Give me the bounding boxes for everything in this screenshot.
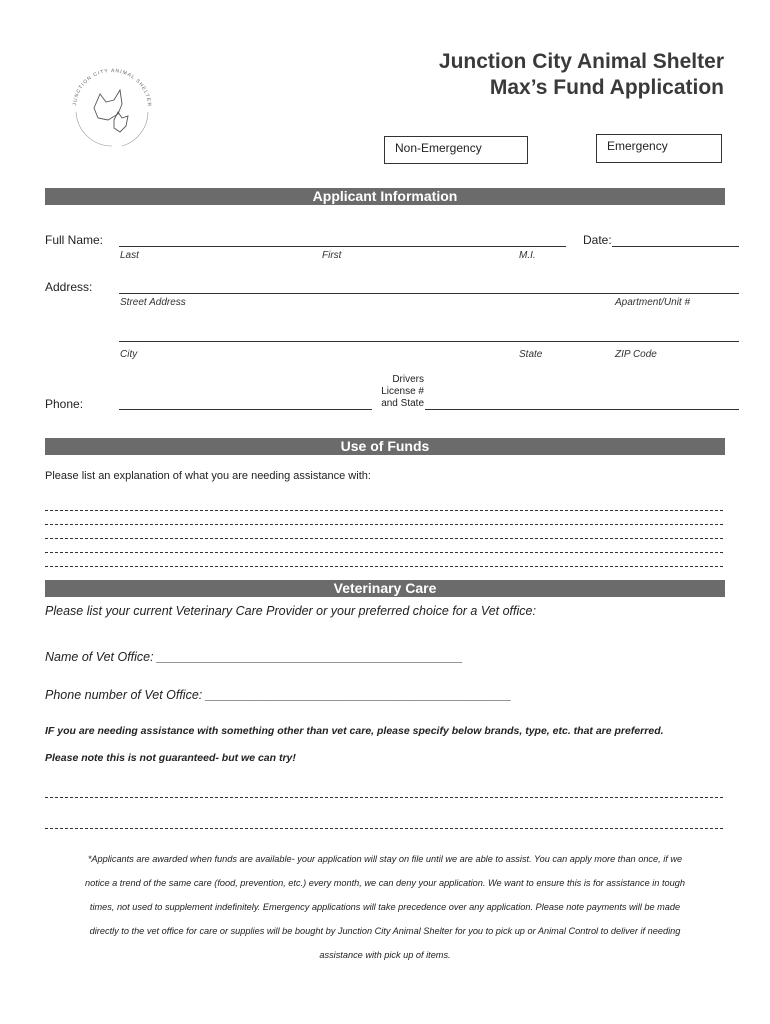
mi-sublabel: M.I. [519, 250, 536, 261]
footnote [45, 847, 725, 967]
emergency-checkbox[interactable] [596, 134, 722, 163]
city-sublabel: City [120, 349, 138, 360]
veterinary-care-heading: Veterinary Care [45, 580, 725, 597]
phone-label: Phone: [45, 397, 84, 411]
other-line-2[interactable] [45, 828, 723, 829]
address-label: Address: [45, 280, 93, 294]
funds-line-1[interactable] [45, 510, 723, 511]
shelter-logo [62, 62, 162, 154]
footnote-line-4: directly to the vet office for care or supplies will be bought by Junction City Animal Shelter for you to pick up or Animal Control to deliver if needing [89, 926, 681, 936]
non-emergency-label: Non-Emergency [395, 141, 482, 155]
funds-line-3[interactable] [45, 538, 723, 539]
city-field[interactable] [119, 341, 739, 342]
use-of-funds-heading: Use of Funds [45, 438, 725, 455]
phone-field[interactable] [119, 409, 372, 410]
date-field[interactable] [612, 246, 739, 247]
footnote-line-1: *Applicants are awarded when funds are available- your application will stay on file until we are able to assist. You can apply more than once, if we [87, 854, 683, 864]
funds-line-5[interactable] [45, 566, 723, 567]
dl-line-2: License # [381, 386, 424, 397]
footnote-line-5: assistance with pick up of items. [319, 950, 451, 960]
footnote-line-3: times, not used to supplement indefinitely. Emergency applications will take precedence over any application. Please note payments will be made [89, 902, 681, 912]
other-assistance-note: IF you are needing assistance with something other than vet care, please specify below brands, type, etc. that are preferred. [45, 725, 664, 737]
non-emergency-checkbox[interactable] [384, 136, 528, 164]
street-address-field[interactable] [119, 293, 739, 294]
dl-line-1: Drivers [392, 374, 424, 385]
drivers-license-field[interactable] [425, 409, 739, 410]
title-line-1: Junction City Animal Shelter [438, 50, 724, 73]
title-line-2: Max’s Fund Application [489, 76, 724, 99]
street-sublabel: Street Address [120, 297, 186, 308]
svg-text:JUNCTION CITY ANIMAL SHELTER [72, 68, 152, 107]
funds-line-4[interactable] [45, 552, 723, 553]
dl-line-3: and State [381, 398, 424, 409]
funds-prompt: Please list an explanation of what you are needing assistance with: [45, 470, 371, 482]
vet-office-phone-field[interactable]: Phone number of Vet Office: ____________________________________________ [45, 688, 512, 702]
vet-prompt: Please list your current Veterinary Care Provider or your preferred choice for a Vet office: [45, 604, 536, 618]
state-sublabel: State [519, 349, 543, 360]
first-sublabel: First [322, 250, 342, 261]
applicant-info-heading: Applicant Information [45, 188, 725, 205]
vet-office-name-field[interactable]: Name of Vet Office: ____________________________________________ [45, 650, 463, 664]
date-label: Date: [583, 233, 612, 247]
apt-sublabel: Apartment/Unit # [615, 297, 691, 308]
footnote-line-2: notice a trend of the same care (food, prevention, etc.) every month, we can deny your application. We want to ensure this is for assistance in tough [85, 878, 685, 888]
last-sublabel: Last [120, 250, 139, 261]
zip-sublabel: ZIP Code [615, 349, 657, 360]
other-line-1[interactable] [45, 797, 723, 798]
full-name-label: Full Name: [45, 233, 104, 247]
logo-text: JUNCTION CITY ANIMAL SHELTER [72, 67, 153, 108]
not-guaranteed-note: Please note this is not guaranteed- but we can try! [45, 752, 296, 764]
drivers-license-label [372, 374, 424, 410]
full-name-field[interactable] [119, 246, 566, 247]
emergency-label: Emergency [607, 139, 668, 153]
funds-line-2[interactable] [45, 524, 723, 525]
form-title [439, 49, 724, 101]
